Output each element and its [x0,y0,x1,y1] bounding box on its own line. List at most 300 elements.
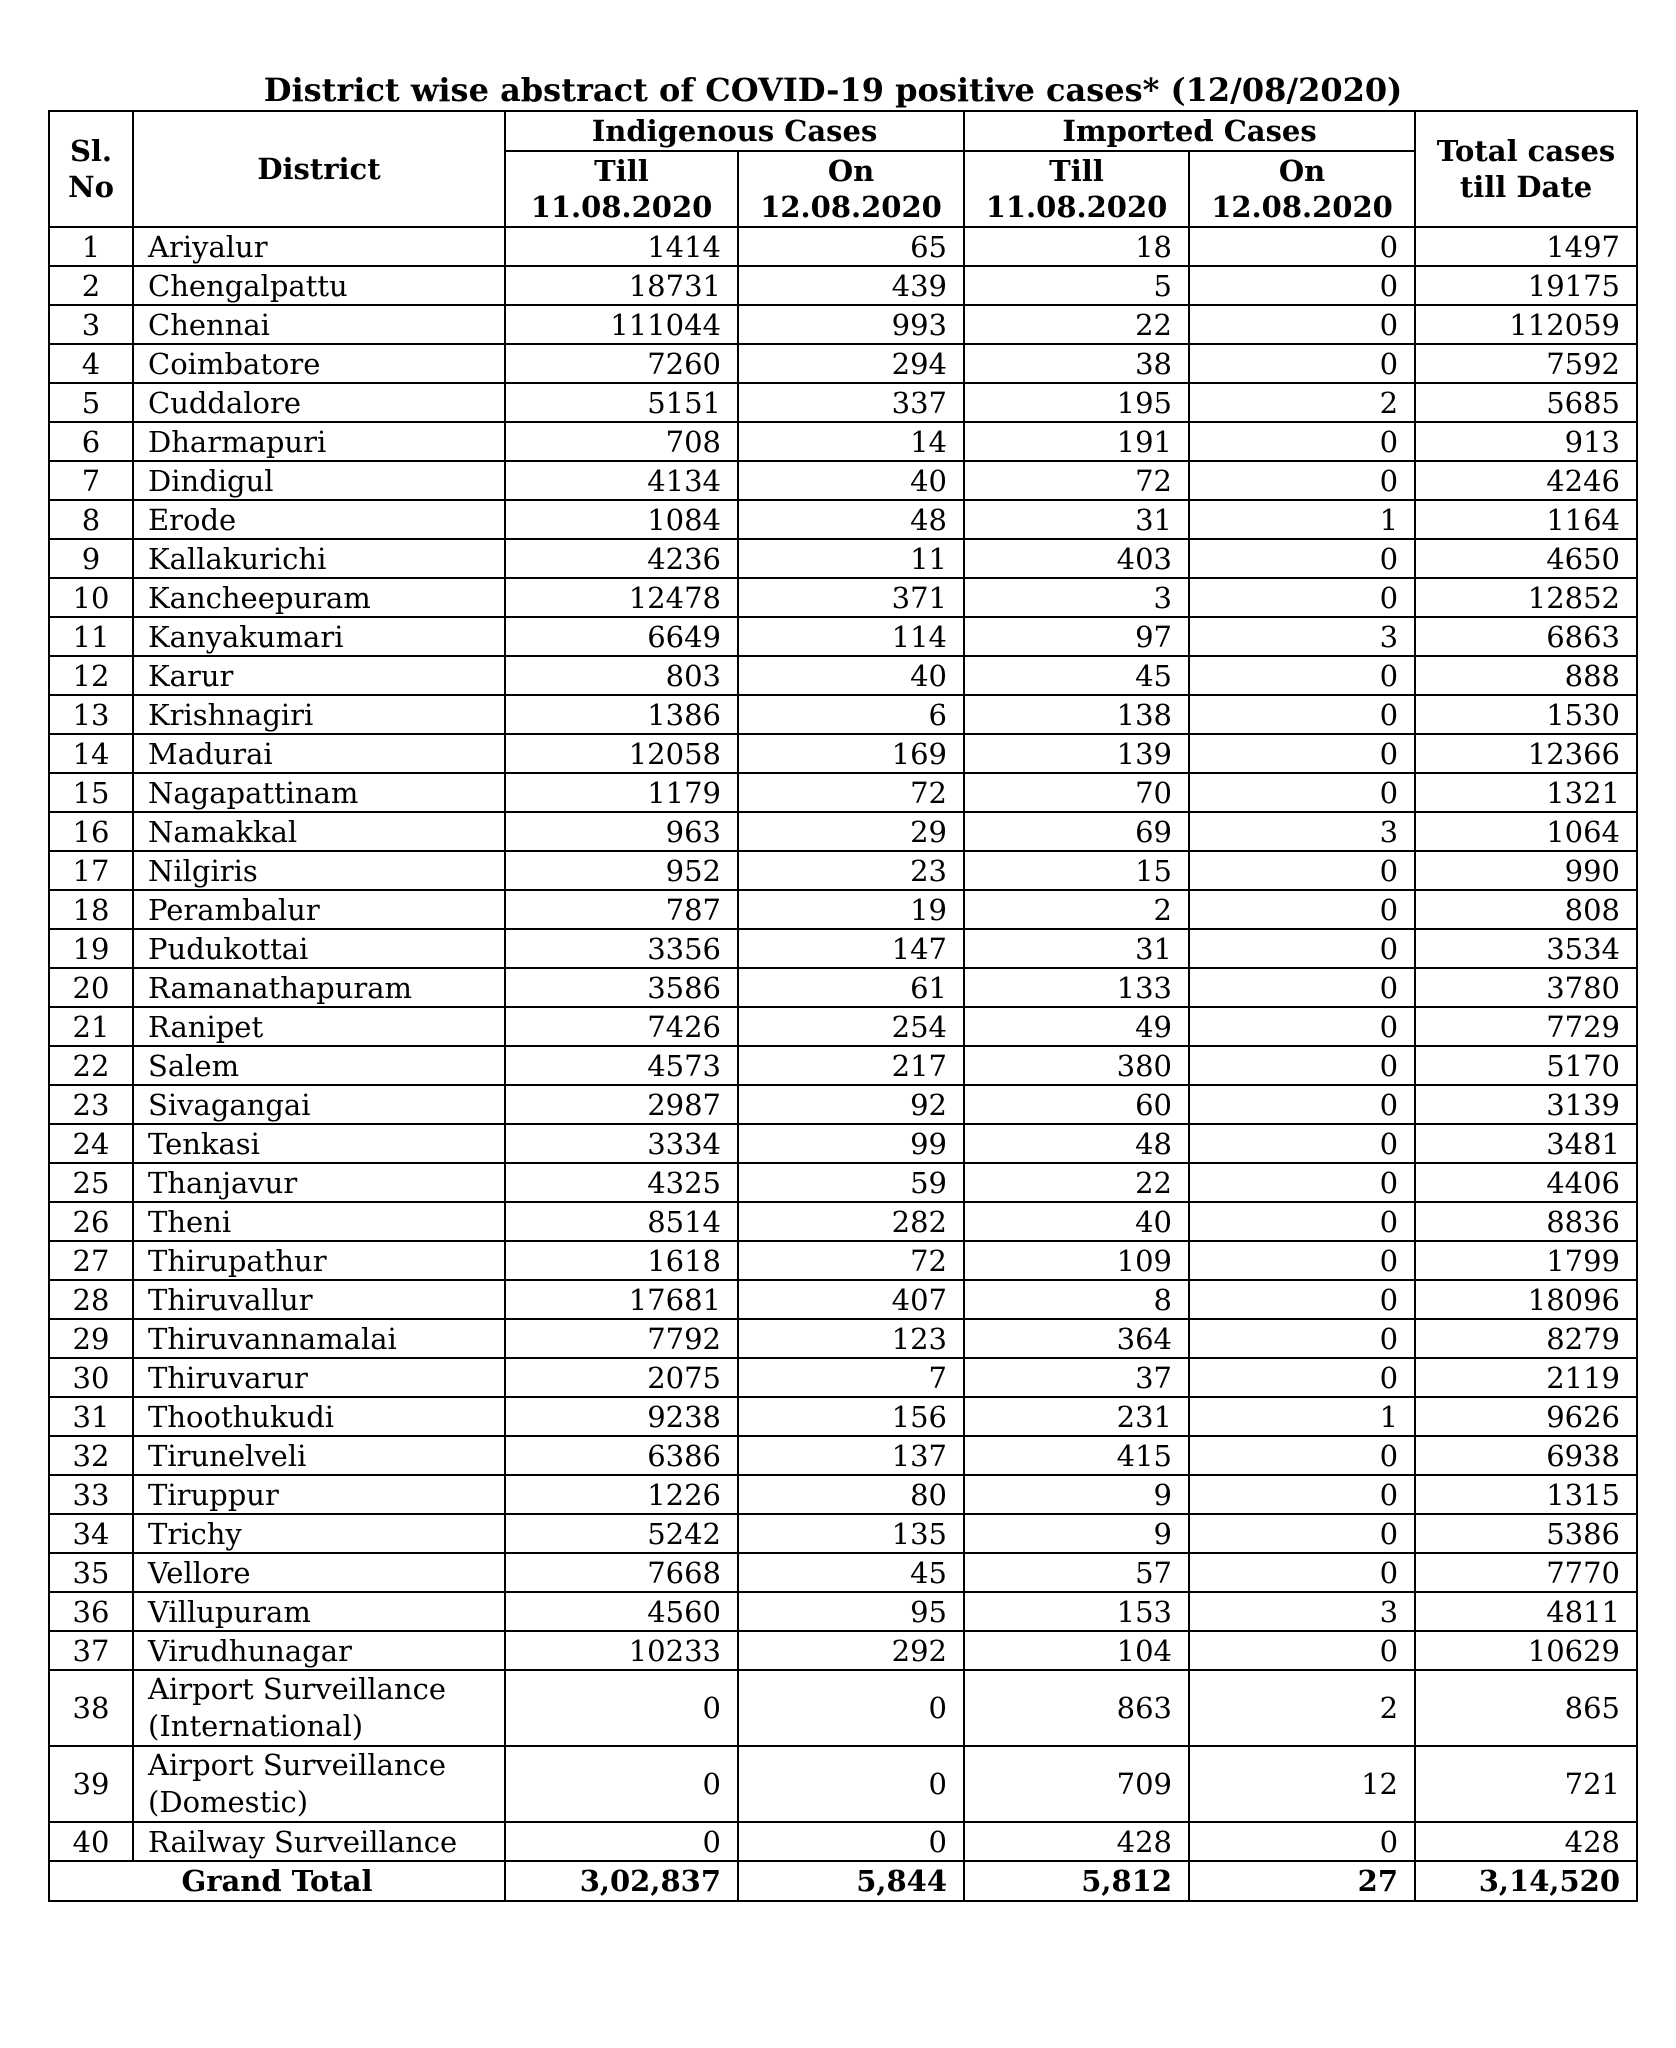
cell-total: 5170 [1415,1046,1637,1085]
cell-indigenous-on: 95 [738,1592,964,1631]
cell-imported-till: 104 [964,1631,1189,1670]
table-row [49,1241,1637,1280]
cell-indigenous-till: 111044 [505,305,738,344]
cell-sl-no: 8 [49,500,133,539]
cell-total: 112059 [1415,305,1637,344]
table-row [49,1631,1637,1670]
cell-indigenous-till: 1226 [505,1475,738,1514]
cell-district: Thirupathur [133,1241,505,1280]
cell-sl-no: 26 [49,1202,133,1241]
cell-sl-no: 34 [49,1514,133,1553]
table-row [49,1007,1637,1046]
cell-imported-on: 2 [1189,383,1415,422]
cell-imported-till: 72 [964,461,1189,500]
cell-district: Dharmapuri [133,422,505,461]
cell-total: 9626 [1415,1397,1637,1436]
table-header [49,111,1637,227]
cell-imported-till: 40 [964,1202,1189,1241]
cell-sl-no: 24 [49,1124,133,1163]
cell-indigenous-on: 99 [738,1124,964,1163]
cell-sl-no: 25 [49,1163,133,1202]
cell-total: 4650 [1415,539,1637,578]
cell-sl-no: 39 [49,1746,133,1822]
table-row [49,461,1637,500]
cell-indigenous-on: 0 [738,1822,964,1861]
cell-indigenous-till: 10233 [505,1631,738,1670]
grand-total-row [49,1861,1637,1901]
cell-district: Coimbatore [133,344,505,383]
cell-imported-on: 0 [1189,1436,1415,1475]
cell-imported-on: 0 [1189,1475,1415,1514]
cell-indigenous-till: 1179 [505,773,738,812]
cell-indigenous-till: 5242 [505,1514,738,1553]
header-total-line2: till Date [1459,170,1593,204]
cell-district: Krishnagiri [133,695,505,734]
table-row [49,968,1637,1007]
cell-imported-on: 0 [1189,1202,1415,1241]
cell-sl-no: 20 [49,968,133,1007]
cell-imported-till: 38 [964,344,1189,383]
table-row [49,890,1637,929]
cell-indigenous-till: 12058 [505,734,738,773]
cell-indigenous-on: 217 [738,1046,964,1085]
cell-district: Cuddalore [133,383,505,422]
cell-total: 5685 [1415,383,1637,422]
cell-imported-on: 1 [1189,500,1415,539]
cell-imported-on: 0 [1189,422,1415,461]
cell-district: Kallakurichi [133,539,505,578]
cell-indigenous-on: 29 [738,812,964,851]
cell-indigenous-on: 11 [738,539,964,578]
cell-indigenous-till: 5151 [505,383,738,422]
cell-total: 1064 [1415,812,1637,851]
cell-district: Railway Surveillance [133,1822,505,1861]
cell-imported-till: 133 [964,968,1189,1007]
cell-district [133,1746,505,1822]
grand-total-indigenous-on: 5,844 [738,1861,964,1901]
cell-total: 1530 [1415,695,1637,734]
cell-imported-on: 0 [1189,1319,1415,1358]
cell-indigenous-on: 6 [738,695,964,734]
cell-sl-no: 31 [49,1397,133,1436]
cell-imported-till: 15 [964,851,1189,890]
table-row [49,656,1637,695]
table-row [49,812,1637,851]
cell-total: 2119 [1415,1358,1637,1397]
cell-sl-no: 17 [49,851,133,890]
table-row [49,578,1637,617]
cell-imported-till: 57 [964,1553,1189,1592]
cell-total: 3780 [1415,968,1637,1007]
cell-district: Pudukottai [133,929,505,968]
header-indigenous: Indigenous Cases [505,111,964,151]
cell-indigenous-till: 803 [505,656,738,695]
table-row [49,1436,1637,1475]
cell-indigenous-till: 0 [505,1746,738,1822]
cell-imported-till: 195 [964,383,1189,422]
cell-district: Theni [133,1202,505,1241]
cell-sl-no: 12 [49,656,133,695]
cell-imported-till: 415 [964,1436,1189,1475]
cell-district: Erode [133,500,505,539]
table-row [49,1358,1637,1397]
cell-total: 1799 [1415,1241,1637,1280]
table-row [49,1202,1637,1241]
cell-sl-no: 3 [49,305,133,344]
cell-imported-on: 0 [1189,1822,1415,1861]
cell-indigenous-on: 23 [738,851,964,890]
cell-indigenous-on: 45 [738,1553,964,1592]
district-name-line2: (Domestic) [148,1785,309,1819]
cell-imported-till: 428 [964,1822,1189,1861]
cell-imported-till: 70 [964,773,1189,812]
cell-district: Tenkasi [133,1124,505,1163]
cell-district: Thiruvarur [133,1358,505,1397]
cell-imported-on: 3 [1189,617,1415,656]
cell-imported-on: 0 [1189,305,1415,344]
cell-district: Chennai [133,305,505,344]
cell-sl-no: 2 [49,266,133,305]
cell-imported-on: 0 [1189,773,1415,812]
cell-indigenous-till: 4560 [505,1592,738,1631]
grand-total-cases: 3,14,520 [1415,1861,1637,1901]
cell-imported-on: 3 [1189,812,1415,851]
cell-indigenous-on: 92 [738,1085,964,1124]
cell-total: 7770 [1415,1553,1637,1592]
cell-sl-no: 14 [49,734,133,773]
cell-indigenous-on: 19 [738,890,964,929]
cell-imported-till: 364 [964,1319,1189,1358]
cell-imported-on: 0 [1189,695,1415,734]
cell-sl-no: 18 [49,890,133,929]
cell-imported-on: 0 [1189,1241,1415,1280]
cell-district: Vellore [133,1553,505,1592]
cell-imported-on: 3 [1189,1592,1415,1631]
cell-district: Chengalpattu [133,266,505,305]
table-row [49,1397,1637,1436]
table-footer [49,1861,1637,1901]
header-sl-no-line1: Sl. [69,134,113,168]
cell-total: 3534 [1415,929,1637,968]
cell-total: 990 [1415,851,1637,890]
cell-imported-on: 0 [1189,578,1415,617]
cell-district [133,1670,505,1746]
cell-indigenous-on: 0 [738,1746,964,1822]
cell-indigenous-till: 17681 [505,1280,738,1319]
cell-imported-till: 18 [964,227,1189,266]
table-row [49,1085,1637,1124]
header-on-line1: On [1278,154,1326,188]
table-row [49,1124,1637,1163]
cell-district: Salem [133,1046,505,1085]
cell-district: Trichy [133,1514,505,1553]
cell-imported-on: 0 [1189,1085,1415,1124]
district-name-line1: Airport Surveillance [148,1748,446,1782]
header-till-line1: Till [1049,154,1104,188]
cell-indigenous-till: 3586 [505,968,738,1007]
table-row [49,227,1637,266]
cell-district: Ramanathapuram [133,968,505,1007]
cell-imported-till: 31 [964,500,1189,539]
cell-imported-till: 49 [964,1007,1189,1046]
header-district: District [133,111,505,227]
header-indigenous-till [505,151,738,227]
cell-sl-no: 30 [49,1358,133,1397]
cell-sl-no: 21 [49,1007,133,1046]
cell-indigenous-till: 8514 [505,1202,738,1241]
table-row [49,1670,1637,1746]
table-row [49,1319,1637,1358]
cell-imported-on: 0 [1189,539,1415,578]
table-row [49,1163,1637,1202]
cell-imported-till: 97 [964,617,1189,656]
cell-imported-till: 2 [964,890,1189,929]
cell-district: Tirunelveli [133,1436,505,1475]
table-row [49,344,1637,383]
cell-imported-till: 709 [964,1746,1189,1822]
cell-sl-no: 6 [49,422,133,461]
cell-sl-no: 27 [49,1241,133,1280]
cell-indigenous-till: 7668 [505,1553,738,1592]
cell-total: 18096 [1415,1280,1637,1319]
cell-sl-no: 13 [49,695,133,734]
cell-indigenous-till: 1084 [505,500,738,539]
cell-imported-till: 109 [964,1241,1189,1280]
table-row [49,929,1637,968]
cases-table [48,110,1638,1902]
cell-district: Sivagangai [133,1085,505,1124]
cell-indigenous-on: 282 [738,1202,964,1241]
table-row [49,1553,1637,1592]
cell-indigenous-on: 169 [738,734,964,773]
cell-indigenous-till: 4134 [505,461,738,500]
cell-indigenous-on: 371 [738,578,964,617]
cell-sl-no: 10 [49,578,133,617]
cell-imported-till: 9 [964,1475,1189,1514]
cell-imported-on: 0 [1189,890,1415,929]
cell-indigenous-till: 4573 [505,1046,738,1085]
table-row [49,539,1637,578]
cell-district: Karur [133,656,505,695]
cell-indigenous-on: 40 [738,461,964,500]
header-on-line1: On [827,154,875,188]
cell-sl-no: 9 [49,539,133,578]
cell-indigenous-on: 40 [738,656,964,695]
cell-total: 888 [1415,656,1637,695]
cell-sl-no: 36 [49,1592,133,1631]
cell-sl-no: 32 [49,1436,133,1475]
cell-indigenous-on: 114 [738,617,964,656]
cell-imported-on: 12 [1189,1746,1415,1822]
cell-imported-till: 31 [964,929,1189,968]
cell-indigenous-till: 3334 [505,1124,738,1163]
cell-sl-no: 22 [49,1046,133,1085]
cell-district: Thiruvallur [133,1280,505,1319]
cell-imported-till: 380 [964,1046,1189,1085]
cell-district: Nilgiris [133,851,505,890]
cell-total: 721 [1415,1746,1637,1822]
cell-sl-no: 11 [49,617,133,656]
header-on-line2: 12.08.2020 [1211,190,1393,224]
header-on-line2: 12.08.2020 [760,190,942,224]
table-body [49,227,1637,1861]
cell-imported-on: 0 [1189,656,1415,695]
cell-sl-no: 33 [49,1475,133,1514]
cell-imported-till: 153 [964,1592,1189,1631]
cell-imported-on: 0 [1189,1163,1415,1202]
cell-indigenous-till: 1618 [505,1241,738,1280]
cell-district: Namakkal [133,812,505,851]
table-row [49,500,1637,539]
header-imported-till [964,151,1189,227]
cell-imported-on: 0 [1189,851,1415,890]
cell-imported-on: 0 [1189,1514,1415,1553]
cell-imported-till: 231 [964,1397,1189,1436]
cell-total: 3139 [1415,1085,1637,1124]
cell-sl-no: 5 [49,383,133,422]
cell-imported-till: 403 [964,539,1189,578]
cell-imported-till: 139 [964,734,1189,773]
cell-total: 1497 [1415,227,1637,266]
cell-imported-till: 48 [964,1124,1189,1163]
cell-sl-no: 16 [49,812,133,851]
table-row [49,1475,1637,1514]
header-imported-on [1189,151,1415,227]
cell-indigenous-till: 9238 [505,1397,738,1436]
header-till-line1: Till [594,154,649,188]
cell-imported-on: 0 [1189,227,1415,266]
table-row [49,1046,1637,1085]
cell-indigenous-till: 1414 [505,227,738,266]
header-indigenous-on [738,151,964,227]
cell-district: Perambalur [133,890,505,929]
cell-indigenous-on: 294 [738,344,964,383]
table-row [49,1280,1637,1319]
cell-total: 10629 [1415,1631,1637,1670]
table-row [49,851,1637,890]
cell-imported-on: 0 [1189,1358,1415,1397]
cell-district: Kanyakumari [133,617,505,656]
cell-sl-no: 37 [49,1631,133,1670]
cell-sl-no: 1 [49,227,133,266]
header-till-line2: 11.08.2020 [530,190,713,224]
cell-indigenous-on: 72 [738,773,964,812]
cell-indigenous-till: 4236 [505,539,738,578]
cell-indigenous-till: 2987 [505,1085,738,1124]
cell-imported-on: 0 [1189,1553,1415,1592]
header-total [1415,111,1637,227]
cell-imported-till: 863 [964,1670,1189,1746]
cell-sl-no: 40 [49,1822,133,1861]
cell-imported-on: 2 [1189,1670,1415,1746]
cell-district: Madurai [133,734,505,773]
cell-total: 1164 [1415,500,1637,539]
cell-district: Thiruvannamalai [133,1319,505,1358]
cell-imported-till: 22 [964,305,1189,344]
header-imported: Imported Cases [964,111,1415,151]
cell-imported-till: 37 [964,1358,1189,1397]
cell-indigenous-till: 708 [505,422,738,461]
cell-district: Tiruppur [133,1475,505,1514]
cell-imported-on: 0 [1189,929,1415,968]
table-row [49,266,1637,305]
cell-indigenous-till: 3356 [505,929,738,968]
cell-sl-no: 29 [49,1319,133,1358]
cell-imported-till: 69 [964,812,1189,851]
cell-indigenous-on: 7 [738,1358,964,1397]
cell-total: 808 [1415,890,1637,929]
cell-sl-no: 23 [49,1085,133,1124]
cell-district: Nagapattinam [133,773,505,812]
cell-indigenous-on: 254 [738,1007,964,1046]
cell-indigenous-on: 993 [738,305,964,344]
cell-imported-till: 8 [964,1280,1189,1319]
cell-district: Virudhunagar [133,1631,505,1670]
cell-total: 4246 [1415,461,1637,500]
cell-indigenous-till: 952 [505,851,738,890]
cell-sl-no: 19 [49,929,133,968]
cell-indigenous-on: 147 [738,929,964,968]
table-row [49,383,1637,422]
cell-indigenous-on: 156 [738,1397,964,1436]
cell-total: 12852 [1415,578,1637,617]
cell-indigenous-on: 407 [738,1280,964,1319]
cell-sl-no: 15 [49,773,133,812]
table-row [49,1822,1637,1861]
cell-total: 5386 [1415,1514,1637,1553]
cell-imported-on: 0 [1189,1631,1415,1670]
cell-indigenous-till: 2075 [505,1358,738,1397]
cell-indigenous-on: 292 [738,1631,964,1670]
cell-sl-no: 28 [49,1280,133,1319]
cell-imported-on: 0 [1189,1046,1415,1085]
table-row [49,1592,1637,1631]
cell-imported-on: 0 [1189,266,1415,305]
header-sl-no-line2: No [68,170,114,204]
cell-indigenous-on: 137 [738,1436,964,1475]
table-row [49,773,1637,812]
district-name-line1: Airport Surveillance [148,1672,446,1706]
cell-indigenous-on: 439 [738,266,964,305]
table-row [49,1746,1637,1822]
table-row [49,422,1637,461]
cell-imported-on: 0 [1189,1124,1415,1163]
cell-total: 6938 [1415,1436,1637,1475]
cell-total: 913 [1415,422,1637,461]
cell-indigenous-till: 0 [505,1670,738,1746]
cell-imported-on: 1 [1189,1397,1415,1436]
cell-total: 8279 [1415,1319,1637,1358]
cell-indigenous-on: 135 [738,1514,964,1553]
cell-imported-till: 9 [964,1514,1189,1553]
cell-indigenous-on: 337 [738,383,964,422]
cell-imported-till: 60 [964,1085,1189,1124]
cell-imported-till: 138 [964,695,1189,734]
cell-indigenous-on: 0 [738,1670,964,1746]
cell-total: 1315 [1415,1475,1637,1514]
cell-imported-till: 3 [964,578,1189,617]
cell-indigenous-on: 59 [738,1163,964,1202]
cell-imported-on: 0 [1189,461,1415,500]
table-row [49,617,1637,656]
cell-indigenous-on: 123 [738,1319,964,1358]
cell-sl-no: 35 [49,1553,133,1592]
table-row [49,1514,1637,1553]
cell-district: Kancheepuram [133,578,505,617]
cell-indigenous-till: 963 [505,812,738,851]
cell-total: 1321 [1415,773,1637,812]
cell-total: 865 [1415,1670,1637,1746]
